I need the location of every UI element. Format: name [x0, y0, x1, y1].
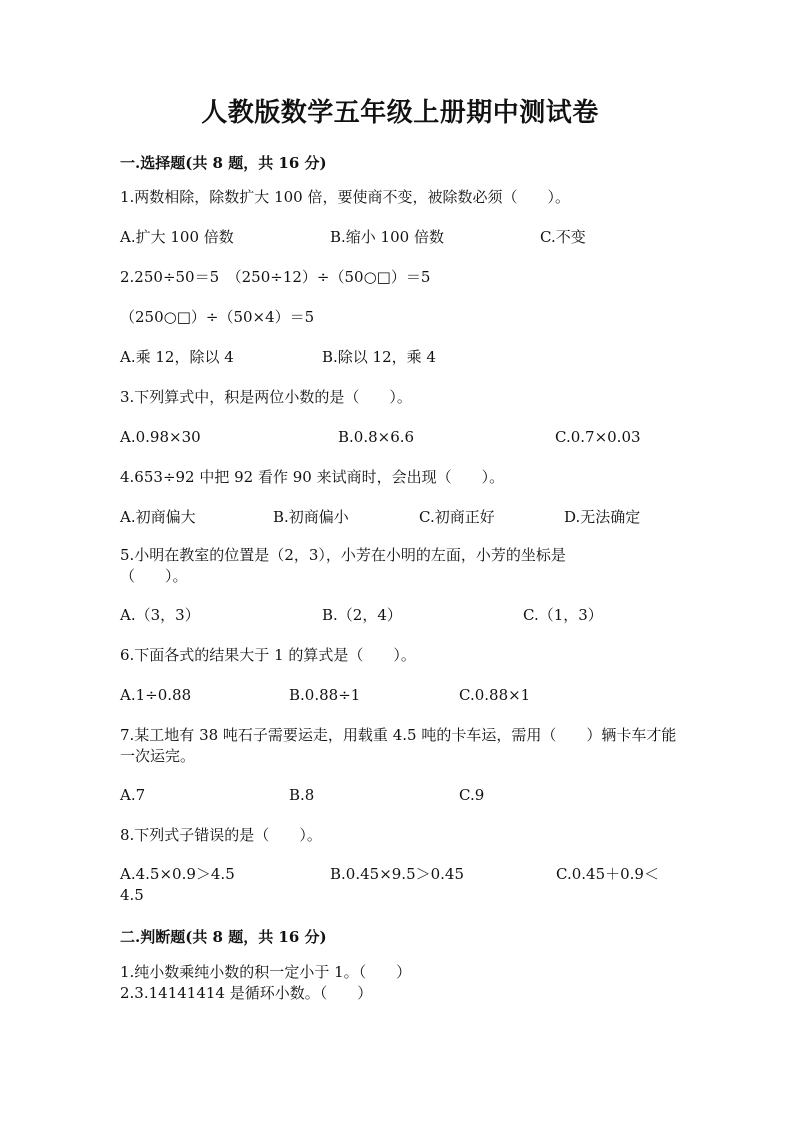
question-7-option-b: B.8	[289, 786, 315, 804]
page-title: 人教版数学五年级上册期中测试卷	[201, 98, 599, 128]
section-heading-choice: 一.选择题(共 8 题，共 16 分)	[120, 154, 327, 172]
judge-question-1: 1.纯小数乘纯小数的积一定小于 1。（ ）	[120, 963, 412, 981]
question-2-option-a: A.乘 12，除以 4	[120, 348, 234, 366]
question-8-option-c-continued: 4.5	[120, 886, 144, 904]
question-5-option-c: C.（1，3）	[523, 606, 603, 624]
question-8-option-a: A.4.5×0.9＞4.5	[120, 865, 235, 883]
question-2-line-2: （250○□）÷（50×4）＝5	[120, 308, 315, 326]
question-3: 3.下列算式中，积是两位小数的是（ ）。	[120, 388, 412, 406]
question-4-option-a: A.初商偏大	[120, 508, 196, 526]
question-8-option-c: C.0.45＋0.9＜	[556, 865, 659, 883]
question-3-option-a: A.0.98×30	[120, 428, 201, 446]
question-1-option-a: A.扩大 100 倍数	[120, 228, 234, 246]
question-5: 5.小明在教室的位置是（2，3），小芳在小明的左面，小芳的坐标是（ ）。	[120, 546, 566, 585]
question-8-option-b: B.0.45×9.5＞0.45	[330, 865, 465, 883]
question-7-option-c: C.9	[459, 786, 485, 804]
question-4-option-d: D.无法确定	[564, 508, 641, 526]
question-3-option-b: B.0.8×6.6	[338, 428, 415, 446]
question-5-option-a: A.（3，3）	[120, 606, 200, 624]
section-heading-judge: 二.判断题(共 8 题，共 16 分)	[120, 928, 327, 946]
question-5-option-b: B.（2，4）	[322, 606, 402, 624]
question-3-option-c: C.0.7×0.03	[555, 428, 641, 446]
question-8: 8.下列式子错误的是（ ）。	[120, 826, 322, 844]
question-6-option-a: A.1÷0.88	[120, 686, 192, 704]
question-6-option-b: B.0.88÷1	[289, 686, 361, 704]
question-4-option-b: B.初商偏小	[273, 508, 349, 526]
question-4-option-c: C.初商正好	[419, 508, 495, 526]
question-1-option-b: B.缩小 100 倍数	[330, 228, 444, 246]
question-2-option-b: B.除以 12，乘 4	[322, 348, 436, 366]
question-4: 4.653÷92 中把 92 看作 90 来试商时，会出现（ ）。	[120, 468, 505, 486]
question-7: 7.某工地有 38 吨石子需要运走，用载重 4.5 吨的卡车运，需用（ ）辆卡车才能一次运完。	[120, 726, 677, 765]
question-2-line-1: 2.250÷50＝5 （250÷12）÷（50○□）＝5	[120, 268, 431, 286]
judge-question-2: 2.3.14141414 是循环小数。（ ）	[120, 984, 373, 1002]
question-7-option-a: A.7	[120, 786, 146, 804]
question-1: 1.两数相除，除数扩大 100 倍，要使商不变，被除数必须（ ）。	[120, 188, 570, 206]
question-6: 6.下面各式的结果大于 1 的算式是（ ）。	[120, 646, 416, 664]
question-1-option-c: C.不变	[540, 228, 586, 246]
question-6-option-c: C.0.88×1	[459, 686, 531, 704]
